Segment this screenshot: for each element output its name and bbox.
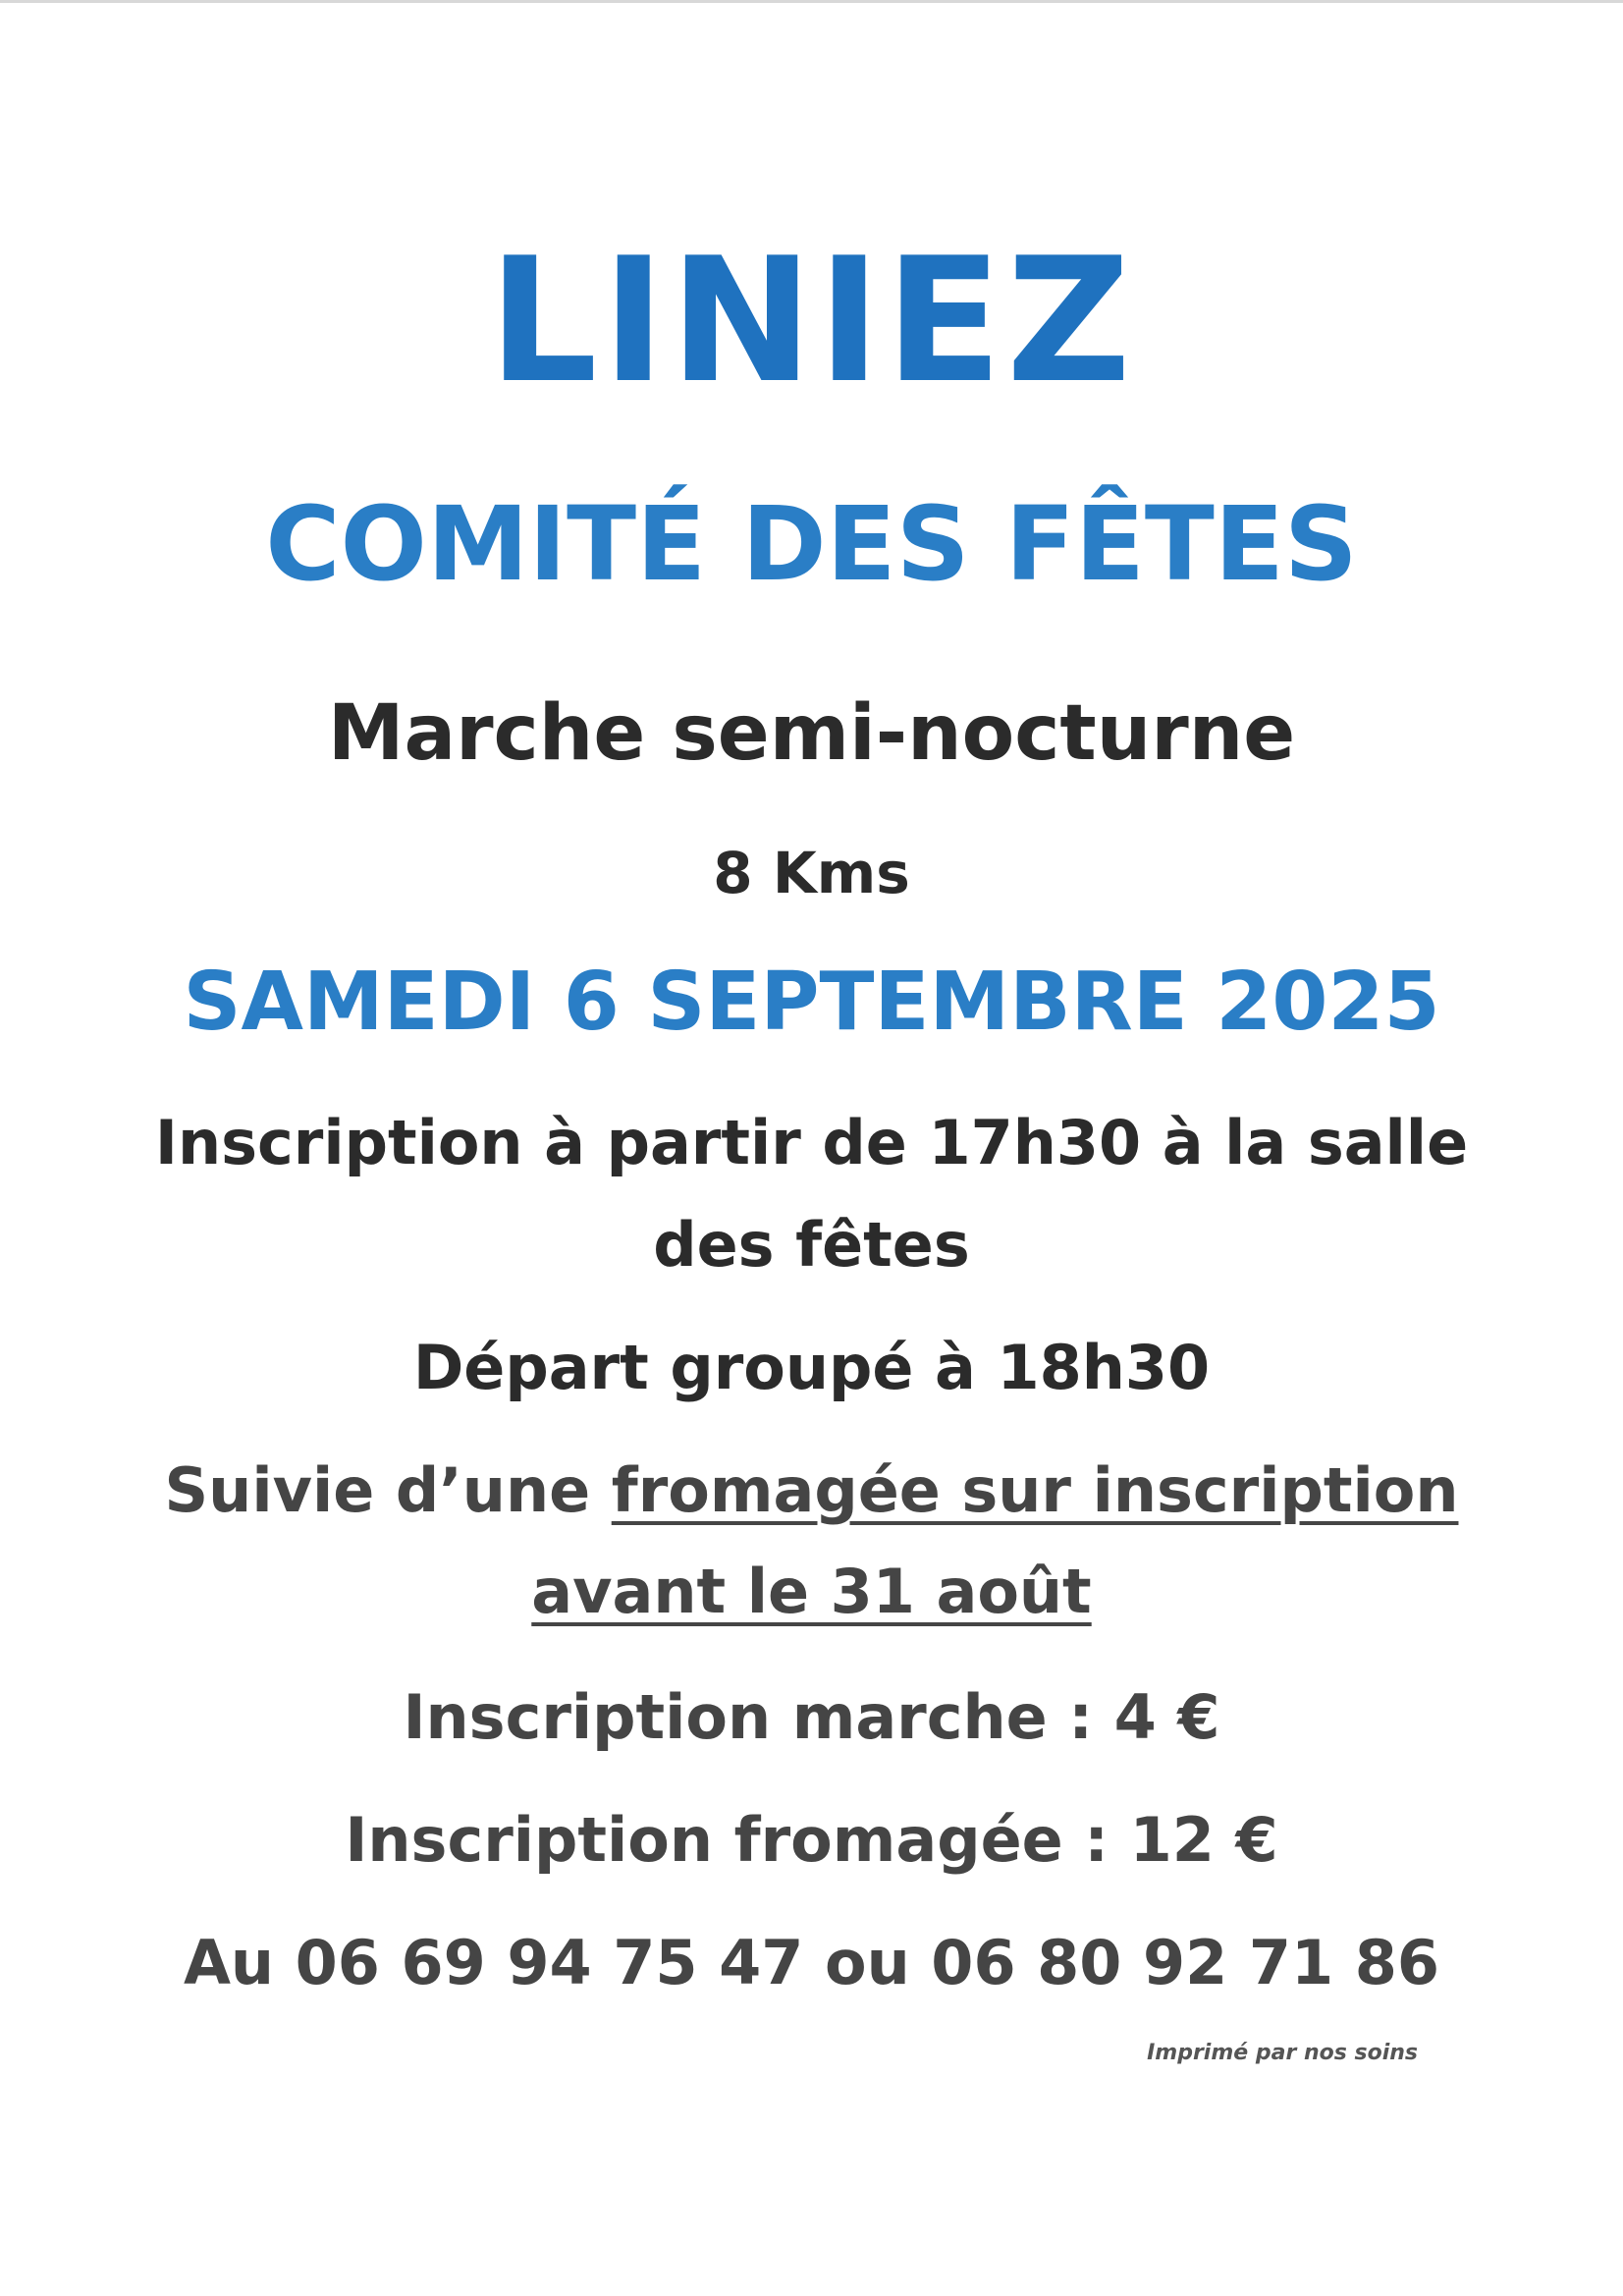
meal-underlined-2: avant le 31 août	[531, 1556, 1092, 1627]
organizer-heading: COMITÉ DES FÊTES	[265, 484, 1358, 604]
town-title: LINIEZ	[488, 222, 1135, 421]
walk-price: Inscription marche : 4 €	[403, 1681, 1220, 1753]
meal-line-1	[0, 1454, 1623, 1526]
meal-prefix: Suivie d’une	[164, 1454, 612, 1526]
meal-line-2	[0, 1556, 1623, 1627]
event-distance: 8 Kms	[713, 840, 910, 906]
registration-line-1: Inscription à partir de 17h30 à la salle	[154, 1107, 1469, 1178]
departure-time: Départ groupé à 18h30	[412, 1332, 1211, 1403]
meal-price: Inscription fromagée : 12 €	[345, 1804, 1278, 1876]
event-date: SAMEDI 6 SEPTEMBRE 2025	[183, 956, 1440, 1049]
event-name: Marche semi-nocturne	[327, 689, 1296, 778]
meal-underlined-1: fromagée sur inscription	[611, 1454, 1459, 1526]
scan-edge-divider	[0, 0, 1623, 3]
registration-line-2: des fêtes	[653, 1209, 970, 1281]
print-credit: Imprimé par nos soins	[1147, 2041, 1418, 2065]
contact-phone: Au 06 69 94 75 47 ou 06 80 92 71 86	[183, 1927, 1440, 1998]
